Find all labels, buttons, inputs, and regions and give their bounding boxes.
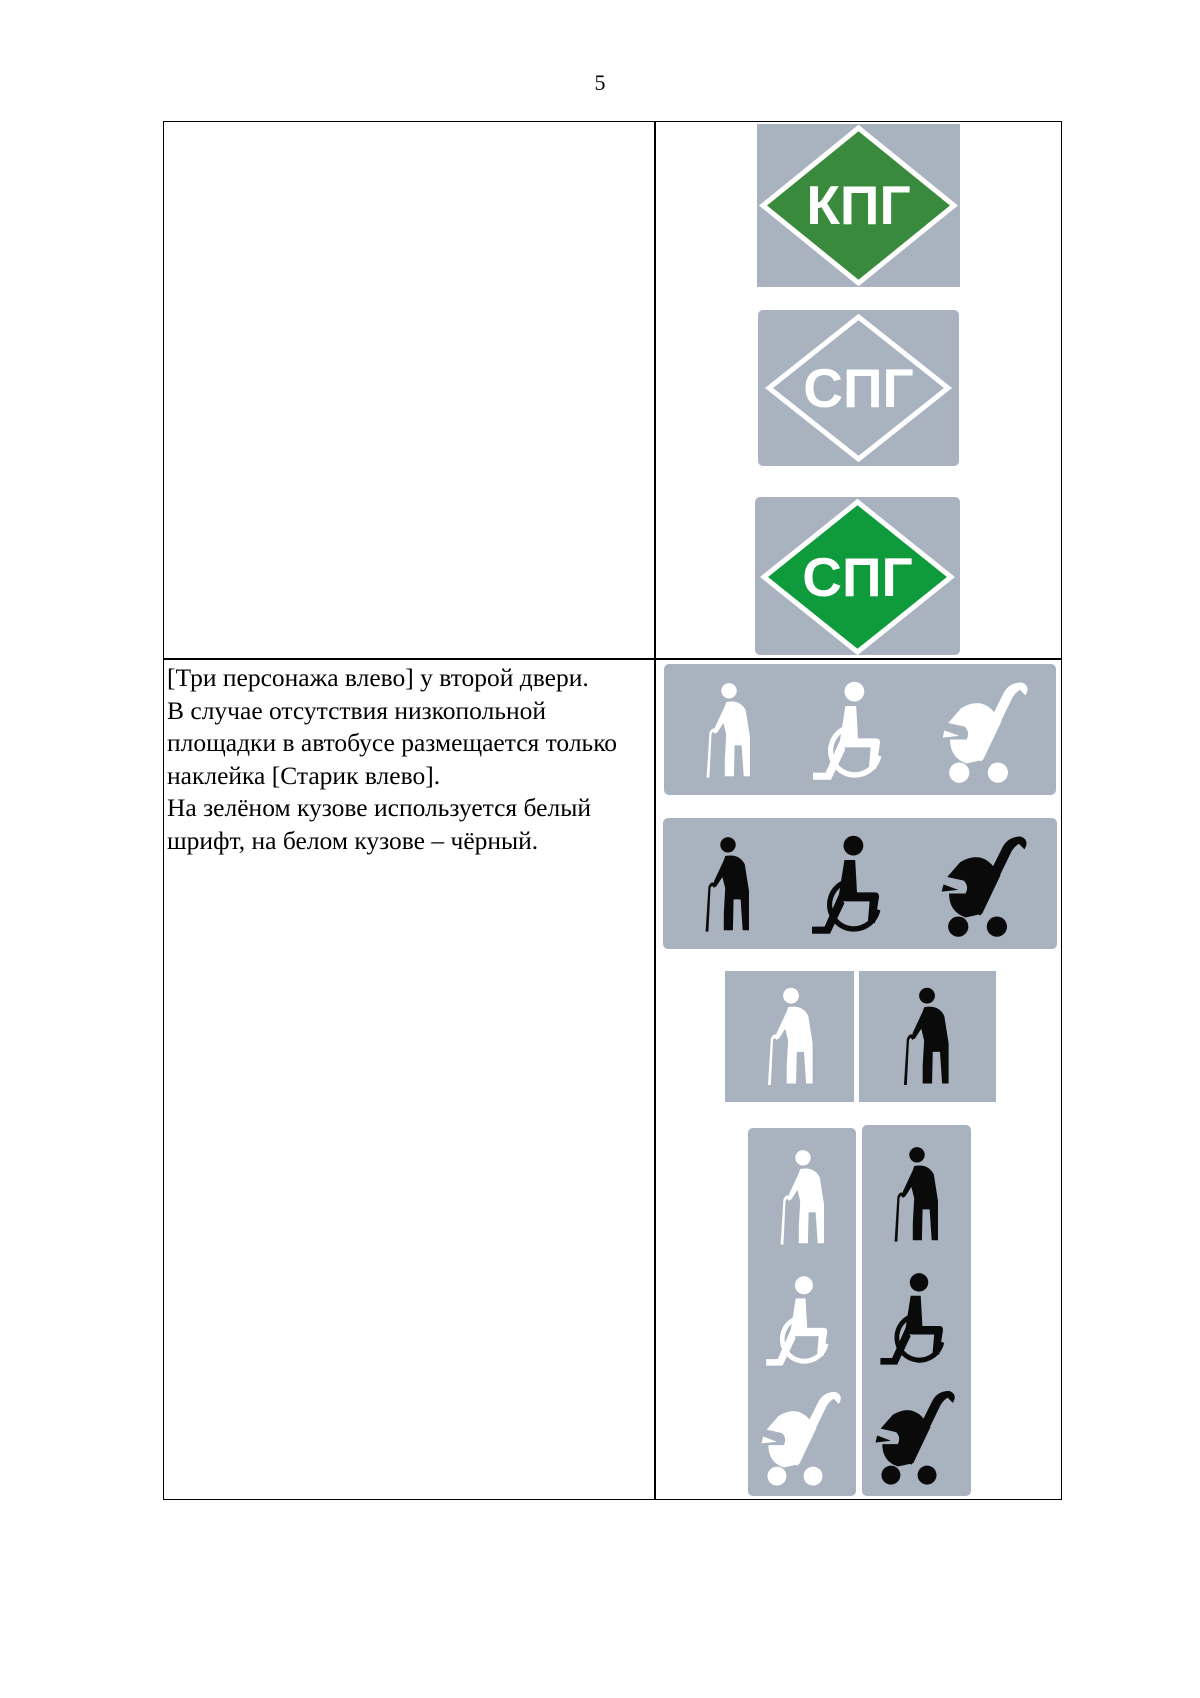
sticker-vertical-three-characters-white [748,1128,856,1496]
spg-outline-sign-label: СПГ [803,357,914,419]
baby-stroller-icon [939,678,1031,790]
baby-stroller-icon [938,832,1030,944]
sticker-vertical-three-characters-black [862,1125,971,1496]
baby-stroller-icon [758,1388,844,1492]
description-text [167,662,652,857]
description-paragraph: В случае отсутствия низкопольной площадки в автобусе размещается только наклейка [Старик влево]. [167,695,618,790]
elderly-person-icon [768,1138,838,1256]
sticker-three-characters-black [663,818,1057,949]
elderly-person-icon [882,1135,952,1253]
baby-stroller-icon [872,1387,958,1491]
wheelchair-user-icon [803,832,893,942]
wheelchair-user-icon [804,678,894,788]
sticker-elderly-left-black [859,971,996,1102]
spg-green-sign [755,497,960,655]
description-paragraph: [Три персонажа влево] у второй двери. [167,663,589,692]
spg-outline-sign [758,310,959,466]
sticker-elderly-left-white [725,971,854,1102]
elderly-person-icon [891,975,963,1097]
spg-green-sign-label: СПГ [802,546,913,608]
elderly-person-icon [694,670,764,790]
kpg-sign-label: КПГ [806,174,911,236]
description-paragraph: На зелёном кузове используется белый шрифт, на белом кузове – чёрный. [167,793,591,855]
table-row-divider [163,658,1062,660]
wheelchair-user-icon [872,1270,956,1372]
sticker-three-characters-white [664,664,1056,795]
wheelchair-user-icon [758,1273,840,1373]
kpg-sign [757,124,960,287]
page-number: 5 [594,70,606,95]
elderly-person-icon [693,824,763,944]
table-column-divider [654,121,656,1500]
elderly-person-icon [755,975,827,1097]
